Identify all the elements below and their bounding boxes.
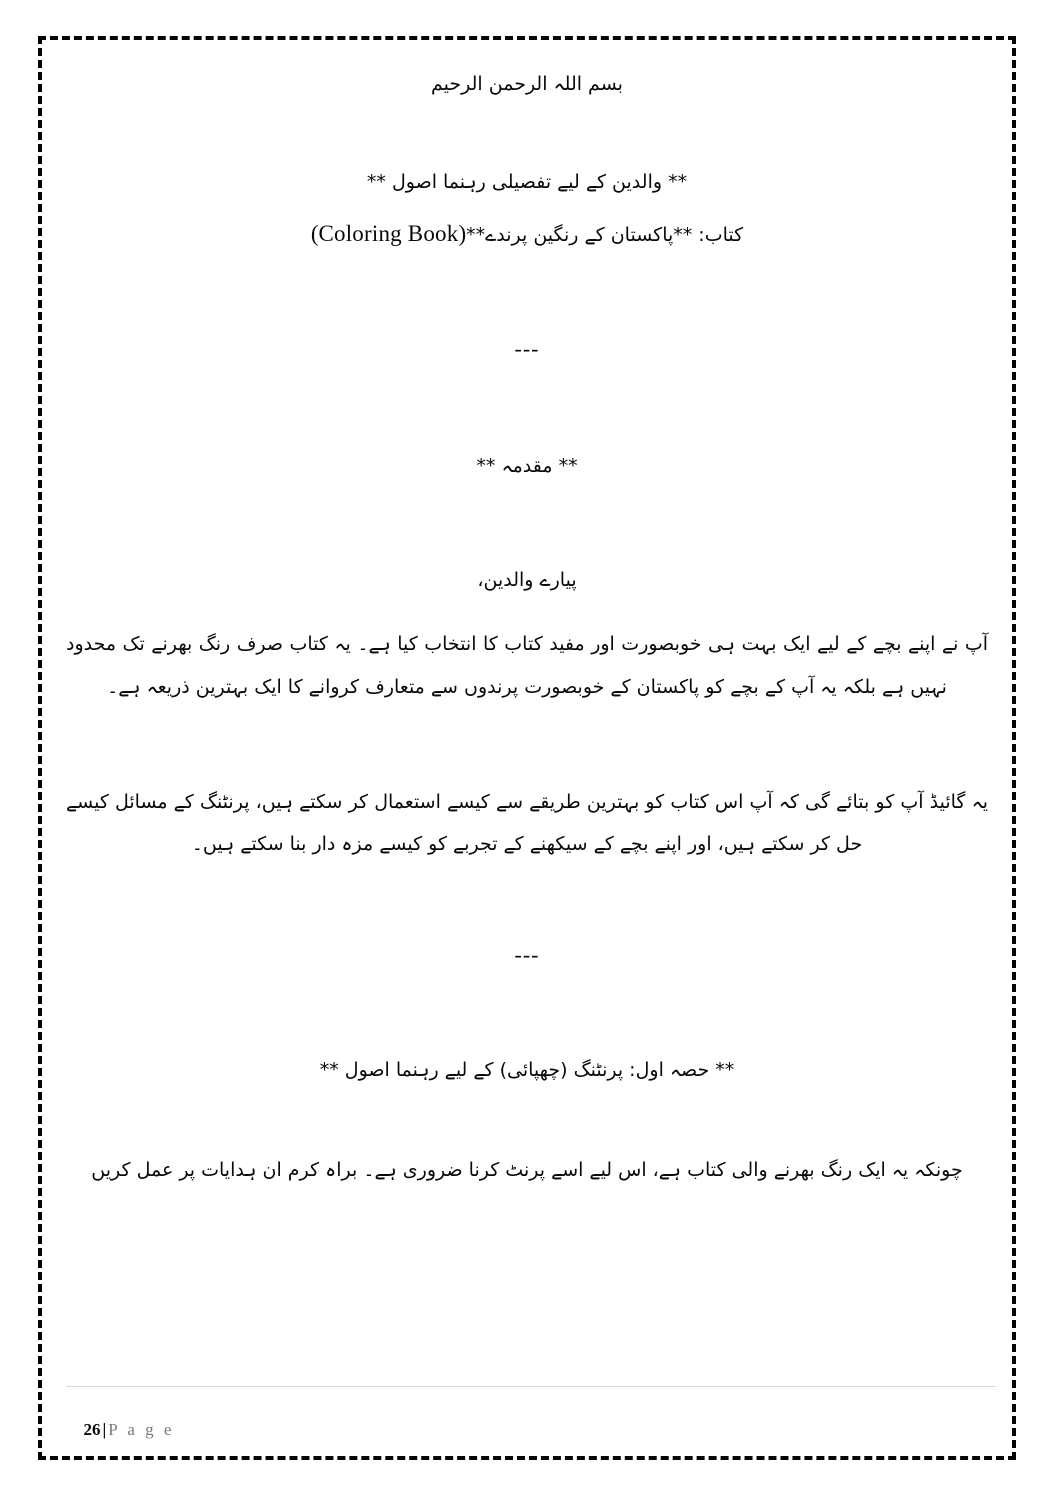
title-block: [66, 166, 988, 254]
salutation-text: پیارے والدین،: [477, 569, 577, 592]
page-footer: [58, 1386, 996, 1460]
book-subtitle: [66, 214, 988, 254]
body-paragraph-2: یہ گائیڈ آپ کو بتائے گی کہ آپ اس کتاب کو بہترین طریقے سے کیسے استعمال کر سکتے ہیں، پرنٹنگ کے مسائل کیسے حل کر سکتے ہیں، اور اپنے بچے کے سیکھنے کے تجربے کو کیسے مزہ دار بنا سکتے ہیں۔: [66, 790, 988, 856]
section-separator-1: ---: [514, 335, 540, 361]
bismillah-header: بسم اللہ الرحمن الرحیم: [431, 73, 623, 95]
footer-separator: |: [102, 1420, 107, 1439]
heading-part-one: ** حصہ اول: پرنٹنگ (چھپائی) کے لیے رہنما اصول **: [319, 1059, 735, 1082]
footer-page-label: [58, 1400, 996, 1460]
document-title: ** والدین کے لیے تفصیلی رہنما اصول **: [366, 171, 688, 194]
book-subtitle-urdu: کتاب: **پاکستان کے رنگین پرندے**: [466, 223, 744, 246]
body-paragraph-3: چونکہ یہ ایک رنگ بھرنے والی کتاب ہے، اس لیے اسے پرنٹ کرنا ضروری ہے۔ براہ کرم ان ہدایات پر عمل کریں: [91, 1159, 963, 1182]
page-content: [58, 52, 996, 1352]
book-subtitle-latin: (Coloring Book): [310, 220, 467, 246]
footer-divider-rule: [66, 1386, 996, 1387]
section-separator-2: ---: [514, 942, 540, 968]
heading-introduction: ** مقدمہ **: [476, 454, 578, 477]
footer-page-number: 26: [83, 1420, 101, 1439]
footer-page-word: P a g e: [108, 1420, 175, 1439]
body-paragraph-1: آپ نے اپنے بچے کے لیے ایک بہت ہی خوبصورت اور مفید کتاب کا انتخاب کیا ہے۔ یہ کتاب صرف رنگ بھرنے تک محدود نہیں ہے بلکہ یہ آپ کے بچے کو پاکستان کے خوبصورت پرندوں سے متعارف کروانے کا ایک بہترین ذریعہ ہے۔: [66, 633, 988, 698]
